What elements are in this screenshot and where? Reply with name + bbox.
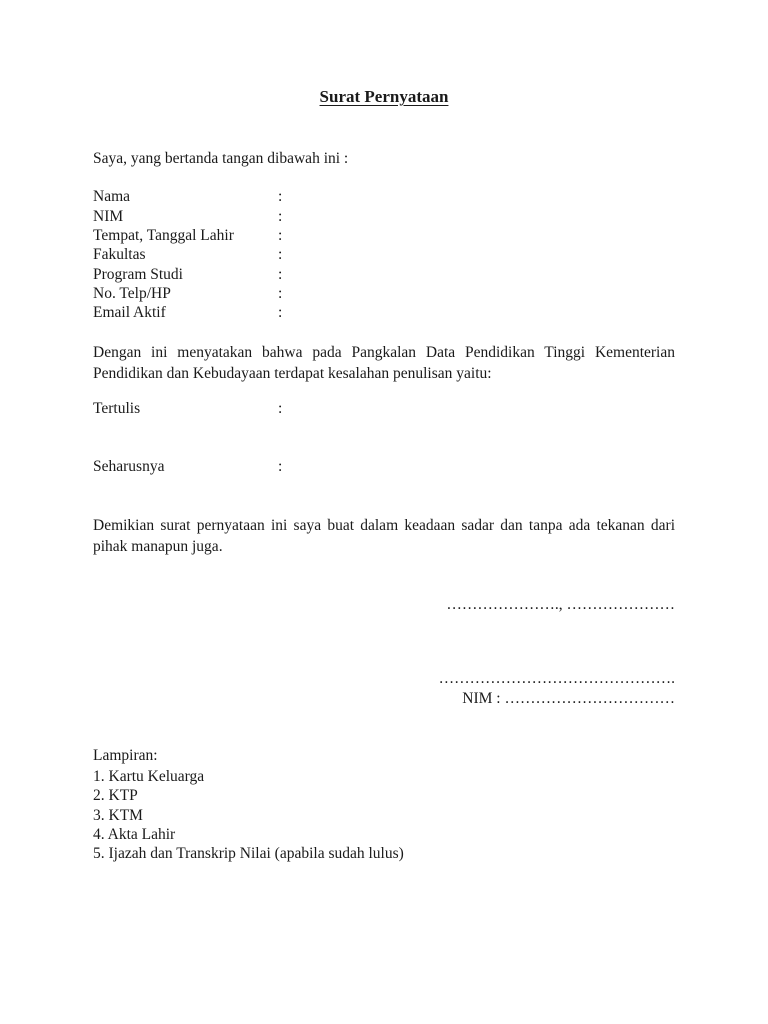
field-label: Program Studi bbox=[93, 265, 183, 283]
signature-nim-line: NIM : …………………………… bbox=[462, 690, 675, 707]
field-email bbox=[93, 304, 693, 324]
field-colon: : bbox=[278, 285, 283, 302]
field-colon: : bbox=[278, 227, 283, 244]
list-item: 2. KTP bbox=[93, 787, 138, 805]
field-label: Seharusnya bbox=[93, 458, 165, 475]
field-label: Email Aktif bbox=[93, 304, 166, 321]
attachments-list bbox=[93, 767, 404, 863]
statement-paragraph: Dengan ini menyatakan bahwa pada Pangkalan Data Pendidikan Tinggi Kementerian Pendidikan dan Kebudayaan terdapat kesalahan penulisan yaitu: bbox=[93, 344, 675, 382]
field-colon: : bbox=[278, 207, 283, 225]
field-colon: : bbox=[278, 458, 283, 475]
field-program-studi bbox=[93, 266, 693, 286]
field-label: Fakultas bbox=[93, 246, 146, 263]
signature-name-line: ………………………………………. bbox=[438, 670, 675, 687]
field-seharusnya bbox=[93, 458, 693, 478]
field-fakultas bbox=[93, 246, 693, 266]
field-tempat-tanggal-lahir bbox=[93, 227, 693, 247]
field-label: Tertulis bbox=[93, 400, 141, 417]
list-item: 5. Ijazah dan Transkrip Nilai (apabila sudah lulus) bbox=[93, 845, 404, 863]
field-colon: : bbox=[278, 265, 283, 283]
field-colon: : bbox=[278, 304, 283, 321]
field-tertulis bbox=[93, 400, 693, 420]
field-no-telp bbox=[93, 285, 693, 305]
field-colon: : bbox=[278, 400, 283, 417]
document-title: Surat Pernyataan bbox=[319, 87, 449, 106]
place-date-line: …………………., ………………… bbox=[446, 596, 675, 613]
list-item: 3. KTM bbox=[93, 806, 143, 824]
field-nama bbox=[93, 188, 693, 208]
field-colon: : bbox=[278, 246, 283, 263]
field-label: No. Telp/HP bbox=[93, 285, 171, 302]
closing-paragraph: Demikian surat pernyataan ini saya buat dalam keadaan sadar dan tanpa ada tekanan dari pihak manapun juga. bbox=[93, 517, 675, 555]
field-nim bbox=[93, 208, 693, 228]
field-label: Nama bbox=[93, 188, 131, 205]
field-label: NIM bbox=[93, 207, 124, 225]
field-colon: : bbox=[278, 188, 283, 205]
intro-text: Saya, yang bertanda tangan dibawah ini : bbox=[93, 150, 349, 167]
attachments-heading: Lampiran: bbox=[93, 747, 158, 764]
list-item: 4. Akta Lahir bbox=[93, 825, 176, 843]
list-item: 1. Kartu Keluarga bbox=[93, 768, 205, 785]
field-label: Tempat, Tanggal Lahir bbox=[93, 227, 234, 244]
